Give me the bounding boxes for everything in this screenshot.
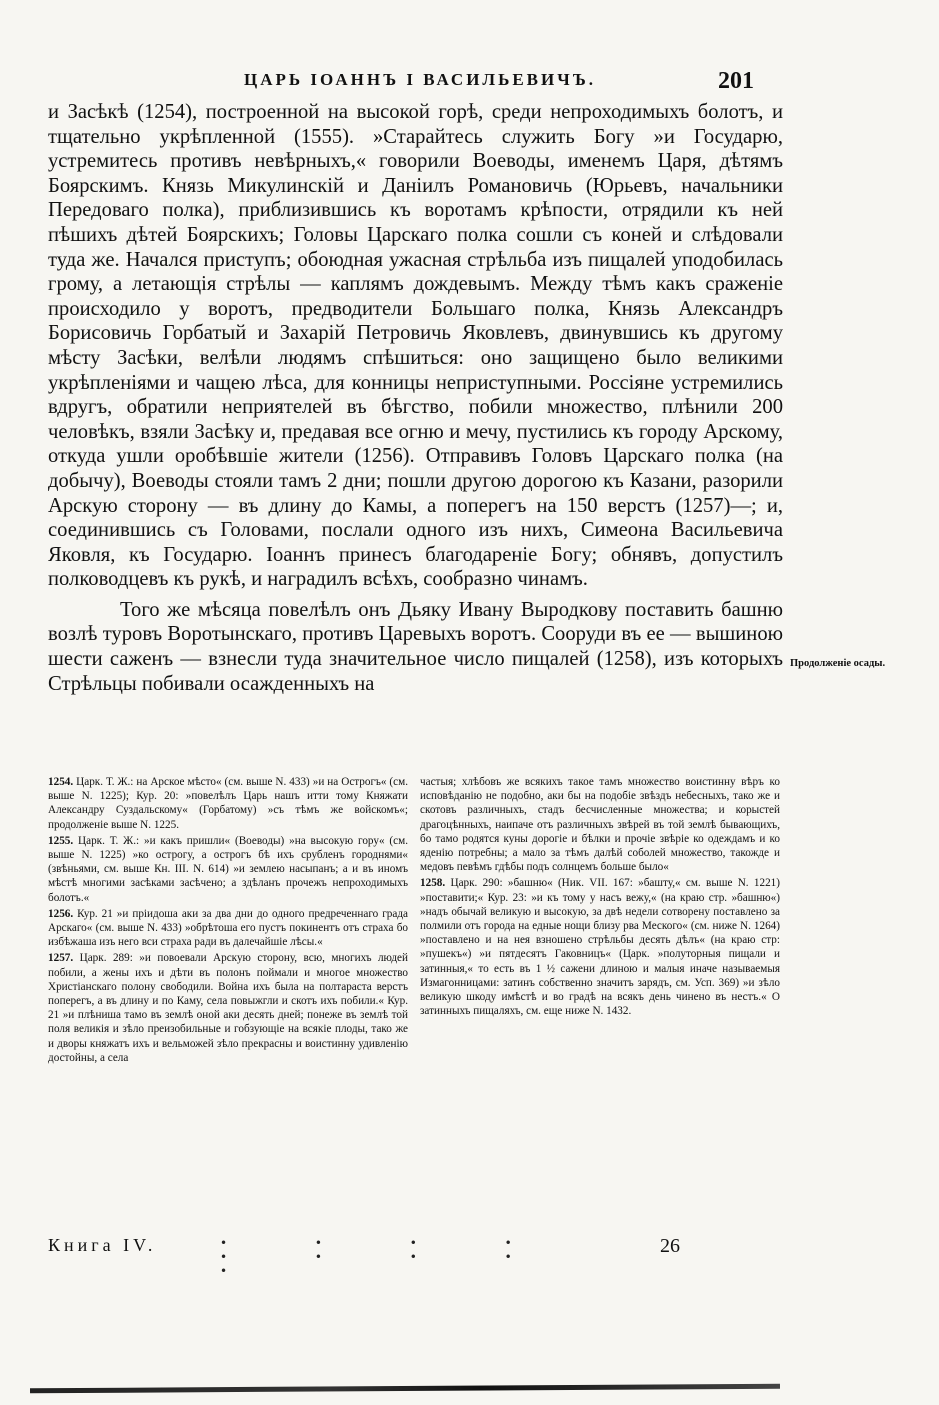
- footnote-1254: 1254. Царк. Т. Ж.: на Арское мѣсто« (см. выше N. 433) »и на Острогъ« (см. выше N. 1225); Кур. 20: »повелѣлъ Царь нашъ итти тому Княжати Александру Суздальскому« (Горбатому) »съ тѣмъ же войскомъ«; продолженіе выше N. 1225.: [48, 776, 409, 831]
- footnote-1256: 1256. Кур. 21 »и пріидоша аки за два дни до одного предреченнаго града Арскаго« (см. выше N. 433) »обрѣтоша его пустъ покинентъ отъ страха бо избѣжаша изъ него вси страха ради въ далечайшіе лѣсы.«: [48, 907, 409, 949]
- footnote-1258: 1258. Царк. 290: »башню« (Ник. VII. 167: »башту,« см. выше N. 1221) »поставити;« Кур. 23: »и къ тому у насъ вежу,« (на краю стр. »башню«) »надъ обычай великую и высокую, за двѣ недели сотворену поставлено за полмили отъ города на едные нощи близу рва Меского« (см. ниже N. 1264) »поставлено и на нея взношено стрѣльбы десять дѣлъ« (на краю стр: »пушекъ«) »и пятдесятъ Гаковницъ« (Царк. »полуторныя пищали и затинныя,« то есть въ 1 ½ сажени длиною и малыя иначе называемыя Измагонницами: затинъ собственно значитъ зарядъ, см. Усп. 369) »и зѣло великую шкоду имѣстѣ и во градѣ на всякъ день чинено въ нестъ.« О затинныхъ пищаляхъ, см. еще ниже N. 1432.: [420, 877, 780, 1018]
- footnotes-left-column: [48, 775, 408, 1067]
- margin-note: Продолженіе осады.: [790, 658, 886, 669]
- main-text: [48, 100, 783, 696]
- footnote-1257-continued: частыя; хлѣбовъ же всякихъ такое тамъ множество воистинну вѣръ ко исповѣданію не подобно, аки бы на подобіе звѣздъ небесныхъ, тако же и скотовъ различныхъ, стадъ бесчисленные множества; и корыстей драгоцѣнныхъ, наипаче отъ различныхъ звѣрей въ той землѣ бывающихъ, бо тамо родятся куны дорогіе и бѣлки и прочіе звѣріе ко одеждамъ и ко яденію потребны; а мало за тѣмъ далѣй соболей множество, такожде и медовъ певѣмъ гдѣбы подъ солнцемъ больше было«: [420, 776, 780, 874]
- page-number: 201: [718, 68, 754, 94]
- footnote-1255: 1255. Царк. Т. Ж.: »и какъ пришли« (Воеводы) »на высокую гору« (см. выше N. 1225) »ко острогу, а острогъ бѣ ихъ срубленъ городнями« (звѣньями, см. выше Кн. III. N. 614) »и землею насыпанъ; а и въ иномъ мѣстѣ многими засѣками засѣчено; а здѣланъ прочежъ непроходимыхъ болотъ.«: [48, 834, 408, 904]
- footnote-1257: 1257. Царк. 289: »и повоевали Арскую сторону, всю, многихъ людей побили, а жены ихъ и дѣти въ полонъ поймали и многое множество Христіанскаго полону свободили. Война ихъ была на полтараста верстъ поперегъ, а въ длину и по Каму, села повыжгли и скотъ ихъ побили.« Кур. 21 »и плѣниша тамо въ землѣ оной аки десять дней; понеже въ землѣ той поля великія и зѣло преизобильные и гобзующіе на всякіе плоды, тако же и дворы княжатъ ихъ и вельможей зѣло прекрасны и воистинну удивленію достойны, а села: [48, 952, 408, 1064]
- bottom-rule-line: [30, 1384, 780, 1394]
- sheet-number: 26: [660, 1235, 680, 1257]
- paragraph-2: Того же мѣсяца повелѣлъ онъ Дьяку Ивану Выродкову поставить башню возлѣ туровъ Воротынскаго, противъ Царевыхъ воротъ. Сооруди въ ее — вышиною шести саженъ — взнесли туда значительное число пищалей (1258), изъ которыхъ Стрѣльцы побивали осажденныхъ на: [48, 598, 783, 695]
- signature-dots: • • • • • • • • •: [220, 1236, 554, 1278]
- paragraph-1: и Засѣкѣ (1254), построенной на высокой горѣ, среди непроходимыхъ болотъ, и тщательно укрѣпленной (1555). »Старайтесь служить Богу »и Государю, устремитесь противъ невѣрныхъ,« говорили Воеводы, именемъ Царя, дѣтямъ Боярскимъ. Князь Микулинскій и Даніилъ Романовичь (Юрьевъ, начальники Передоваго полка), приблизившись къ воротамъ крѣпости, отрядили къ ней пѣшихъ дѣтей Боярскихъ; Головы Царскаго полка сошли съ коней и слѣдовали туда же. Начался приступъ; обоюдная ужасная стрѣльба изъ пищалей уподобилась грому, а летающія стрѣлы — каплямъ дождевымъ. Между тѣмъ какъ сраженіе происходило у воротъ, предводители Большаго полка, Князь Александръ Борисовичь Горбатый и Захарій Петровичь Яковлевъ, двинувшись къ другому мѣсту Засѣки, велѣли людямъ спѣшиться: оно защищено было великими укрѣпленіями и чащею лѣса, для конницы неприступными. Россіяне устремились вдругъ, обратили неприятелей въ бѣгство, побили множество, плѣнили 200 человѣкъ, взяли Засѣку и, предавая все огню и мечу, пустились къ городу Арскому, откуда ушли оробѣвшіе жители (1256). Отправивъ Головъ Царскаго полка (на добычу), Воеводы стояли тамъ 2 дни; пошли другою дорогою къ Казани, разорили Арскую сторону — въ длину до Камы, а поперегъ на 150 верстъ (1257)—; и, соединившись съ Головами, послали одного изъ нихъ, Симеона Васильевича Яковля, къ Государю. Іоаннъ принесъ благодареніе Богу; обнявъ, допустилъ полководцевъ къ рукѣ, и наградилъ всѣхъ, сообразно чинамъ.: [48, 101, 783, 591]
- footnotes-right-column: [420, 775, 780, 1020]
- book-signature: Книга IV.: [48, 1235, 157, 1255]
- running-header: ЦАРЬ ІОАННЪ І ВАСИЛЬЕВИЧЪ.: [244, 70, 596, 89]
